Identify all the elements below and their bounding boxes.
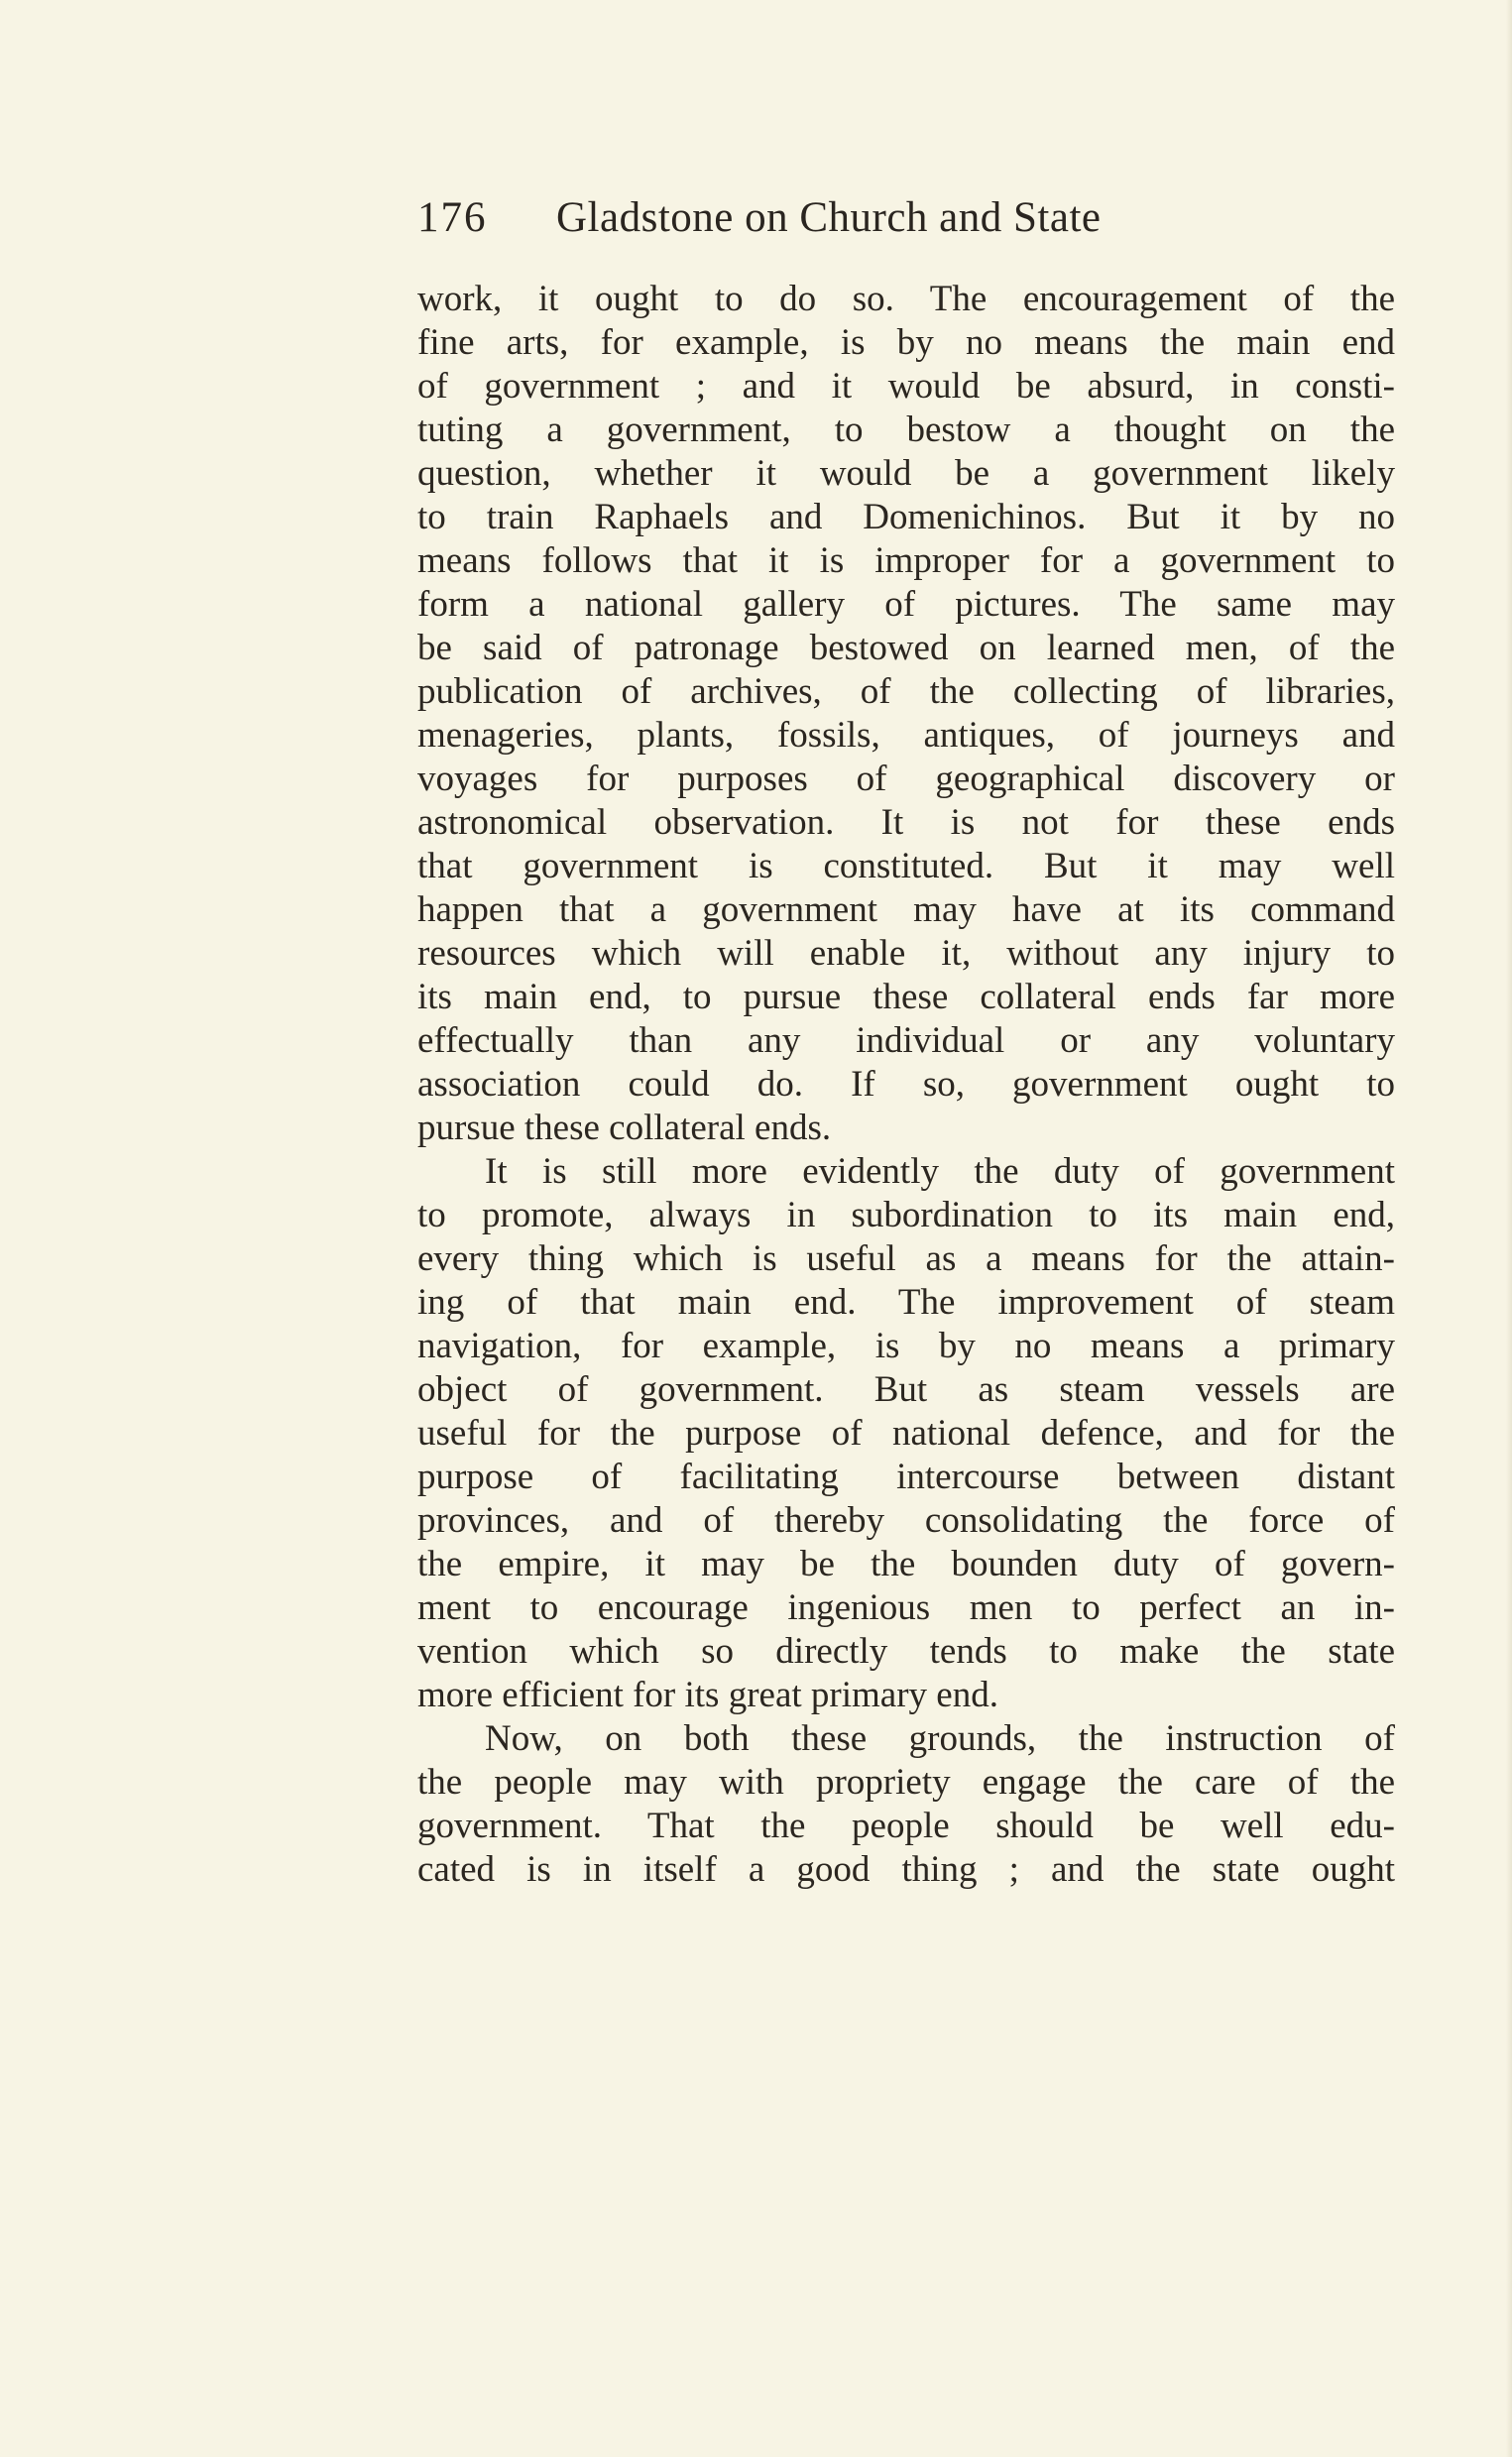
text-line: to promote, always in subordination to its main end, <box>417 1195 1395 1235</box>
running-head <box>417 188 1409 248</box>
text-line: fine arts, for example, is by no means the main end <box>417 322 1395 363</box>
text-line: means follows that it is improper for a government to <box>417 540 1395 581</box>
text-line: astronomical observation. It is not for these ends <box>417 802 1395 843</box>
text-line: navigation, for example, is by no means a primary <box>417 1326 1395 1366</box>
text-line: resources which will enable it, without any injury to <box>417 933 1395 974</box>
text-line: the people may with propriety engage the care of the <box>417 1762 1395 1803</box>
text-line: government. That the people should be well edu- <box>417 1806 1395 1846</box>
text-line: Now, on both these grounds, the instruction of <box>485 1718 1395 1759</box>
page-edge <box>1506 0 1512 2457</box>
body-text <box>417 278 1395 1892</box>
running-title: Gladstone on Church and State <box>556 194 1102 241</box>
text-line: every thing which is useful as a means for the attain- <box>417 1238 1395 1279</box>
text-line: association could do. If so, government ought to <box>417 1064 1395 1105</box>
text-line: object of government. But as steam vessels are <box>417 1369 1395 1410</box>
text-line: the empire, it may be the bounden duty of govern- <box>417 1544 1395 1584</box>
page-number: 176 <box>417 194 488 241</box>
text-line: question, whether it would be a government likely <box>417 453 1395 494</box>
text-line: provinces, and of thereby consolidating the force of <box>417 1500 1395 1541</box>
text-line: cated is in itself a good thing ; and the state ought <box>417 1849 1395 1890</box>
text-line: be said of patronage bestowed on learned men, of the <box>417 628 1395 668</box>
text-line: more efficient for its great primary end. <box>417 1675 998 1715</box>
text-line: purpose of facilitating intercourse between distant <box>417 1457 1395 1497</box>
text-line: tuting a government, to bestow a thought on the <box>417 410 1395 450</box>
text-line: pursue these collateral ends. <box>417 1108 832 1148</box>
text-line: to train Raphaels and Domenichinos. But it by no <box>417 497 1395 537</box>
text-line: menageries, plants, fossils, antiques, of journeys and <box>417 715 1395 756</box>
text-line: publication of archives, of the collecting of libraries, <box>417 671 1395 712</box>
text-line: ment to encourage ingenious men to perfect an in- <box>417 1587 1395 1628</box>
text-line: form a national gallery of pictures. The same may <box>417 584 1395 625</box>
text-line: ing of that main end. The improvement of steam <box>417 1282 1395 1323</box>
text-line: happen that a government may have at its command <box>417 889 1395 930</box>
text-line: useful for the purpose of national defence, and for the <box>417 1413 1395 1454</box>
text-line: that government is constituted. But it may well <box>417 846 1395 886</box>
text-line: voyages for purposes of geographical discovery or <box>417 759 1395 799</box>
text-line: It is still more evidently the duty of government <box>485 1151 1395 1192</box>
text-line: its main end, to pursue these collateral ends far more <box>417 977 1395 1017</box>
text-line: effectually than any individual or any voluntary <box>417 1020 1395 1061</box>
text-line: of government ; and it would be absurd, in consti- <box>417 366 1395 407</box>
text-line: vention which so directly tends to make the state <box>417 1631 1395 1672</box>
text-line: work, it ought to do so. The encouragement of the <box>417 279 1395 319</box>
